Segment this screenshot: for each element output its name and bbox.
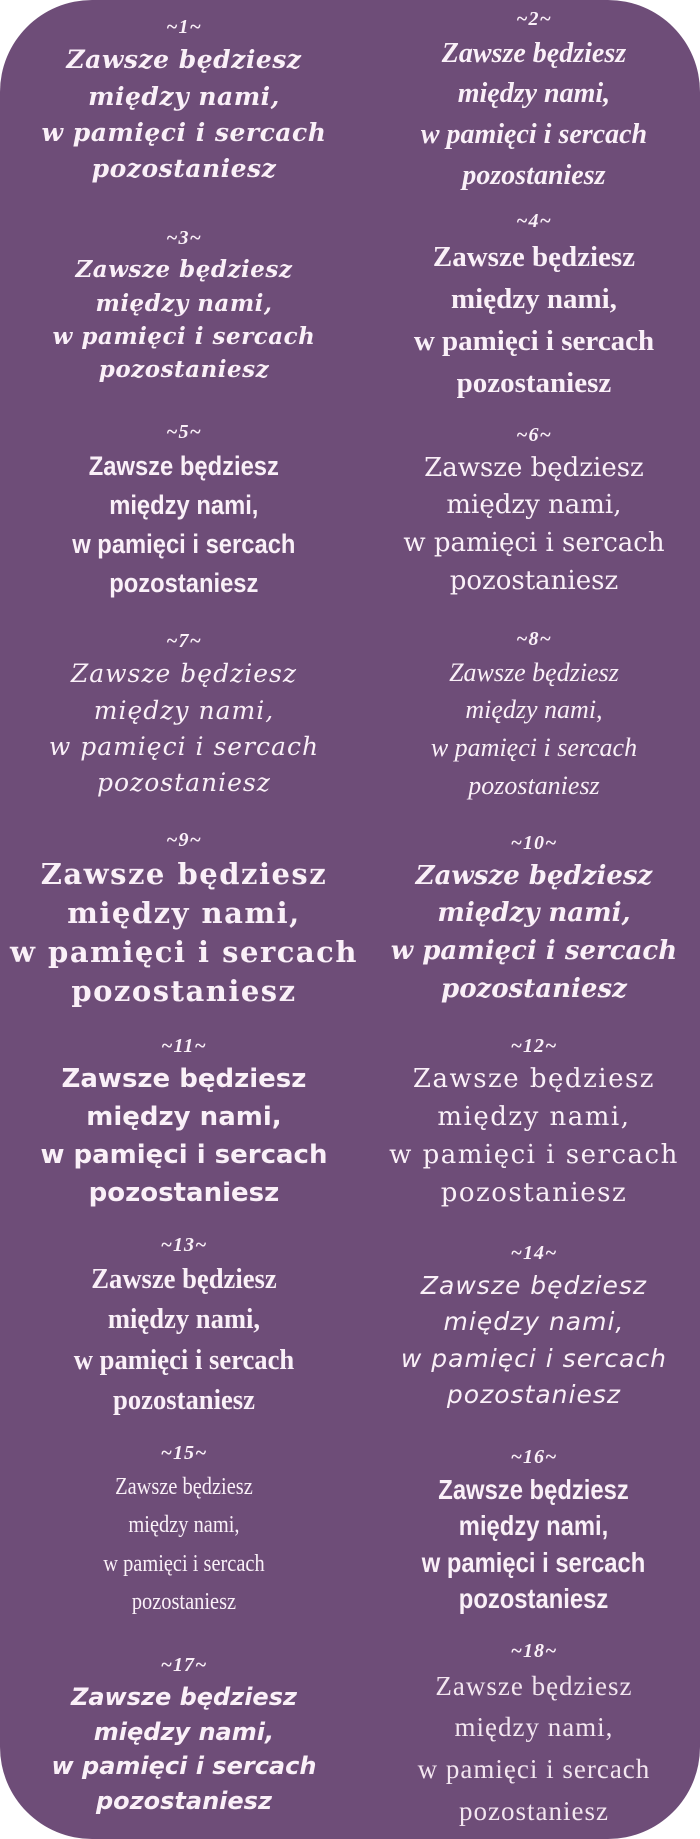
sample-number-4: ~4~ xyxy=(516,209,552,232)
verse-line: w pamięci i sercach xyxy=(422,1546,646,1578)
verse-line: w pamięci i sercach xyxy=(10,934,358,969)
verse-line: w pamięci i sercach xyxy=(103,1550,265,1577)
verse-line: pozostaniesz xyxy=(98,356,270,384)
verse-sample-8 xyxy=(368,614,700,818)
verse-line: pozostaniesz xyxy=(459,1583,609,1615)
verse-lines-16 xyxy=(422,1472,646,1618)
verse-line: między nami, xyxy=(437,898,631,929)
sample-number-18: ~18~ xyxy=(510,1639,558,1662)
verse-line: pozostaniesz xyxy=(468,770,600,800)
verse-sample-7 xyxy=(0,614,368,818)
verse-lines-9 xyxy=(10,855,358,1012)
verse-sample-2 xyxy=(368,0,700,204)
verse-lines-10 xyxy=(391,858,677,1009)
verse-sample-16 xyxy=(368,1430,700,1634)
verse-line: Zawsze będziesz xyxy=(424,452,644,483)
verse-line: Zawsze będziesz xyxy=(70,659,298,689)
sample-number-6: ~6~ xyxy=(516,423,552,446)
sample-number-13: ~13~ xyxy=(160,1233,208,1256)
verse-line: między nami, xyxy=(128,1512,240,1539)
verse-line: w pamięci i sercach xyxy=(430,732,638,762)
verse-line: w pamięci i sercach xyxy=(417,1754,651,1785)
verse-lines-3 xyxy=(53,253,316,386)
verse-line: w pamięci i sercach xyxy=(400,1343,668,1373)
verse-line: między nami, xyxy=(93,695,275,725)
verse-line: pozostaniesz xyxy=(113,1385,255,1417)
sample-number-16: ~16~ xyxy=(510,1445,558,1468)
verse-lines-11 xyxy=(40,1061,327,1212)
verse-sample-18 xyxy=(368,1634,700,1839)
verse-line: pozostaniesz xyxy=(131,1589,237,1616)
verse-line: w pamięci i sercach xyxy=(420,118,648,150)
verse-line: pozostaniesz xyxy=(462,159,606,191)
sample-number-10: ~10~ xyxy=(510,831,558,854)
sample-number-1: ~1~ xyxy=(166,16,202,39)
verse-sample-6 xyxy=(368,410,700,614)
verse-line: pozostaniesz xyxy=(449,565,619,596)
verse-lines-15 xyxy=(103,1468,264,1622)
verse-line: Zawsze będziesz xyxy=(61,1064,307,1095)
verse-line: w pamięci i sercach xyxy=(51,1752,317,1781)
verse-line: pozostaniesz xyxy=(91,154,277,184)
sample-number-3: ~3~ xyxy=(166,227,202,250)
verse-line: pozostaniesz xyxy=(96,768,271,798)
verse-line: pozostaniesz xyxy=(109,568,259,599)
verse-line: pozostaniesz xyxy=(456,367,612,400)
sample-number-12: ~12~ xyxy=(510,1035,558,1058)
verse-sample-14 xyxy=(368,1226,700,1430)
verse-line: między nami, xyxy=(437,1102,631,1133)
verse-line: pozostaniesz xyxy=(95,1787,272,1816)
verse-line: Zawsze będziesz xyxy=(66,45,302,75)
verse-line: między nami, xyxy=(454,1712,614,1743)
verse-line: między nami, xyxy=(459,1510,609,1542)
verse-line: pozostaniesz xyxy=(440,1177,628,1208)
verse-line: między nami, xyxy=(93,1717,275,1746)
verse-line: Zawsze będziesz xyxy=(40,856,328,891)
sample-number-2: ~2~ xyxy=(516,7,552,30)
verse-lines-6 xyxy=(403,450,664,601)
verse-line: Zawsze będziesz xyxy=(412,1064,656,1095)
sample-number-14: ~14~ xyxy=(510,1242,558,1265)
sample-number-9: ~9~ xyxy=(166,828,202,851)
sample-number-8: ~8~ xyxy=(516,627,552,650)
verse-line: pozostaniesz xyxy=(458,1796,609,1827)
verse-line: pozostaniesz xyxy=(88,1177,280,1208)
verse-line: Zawsze będziesz xyxy=(441,37,627,69)
verse-lines-2 xyxy=(421,34,647,196)
verse-line: między nami, xyxy=(457,78,611,110)
verse-lines-14 xyxy=(401,1268,667,1413)
verse-lines-13 xyxy=(74,1260,294,1422)
verse-line: Zawsze będziesz xyxy=(88,450,280,481)
sample-number-17: ~17~ xyxy=(160,1653,208,1676)
verse-line: między nami, xyxy=(107,1304,261,1336)
sample-number-5: ~5~ xyxy=(166,420,202,443)
verse-sample-17 xyxy=(0,1634,368,1839)
verse-line: Zawsze będziesz xyxy=(432,240,636,273)
verse-sample-10 xyxy=(368,818,700,1022)
verse-line: w pamięci i sercach xyxy=(390,935,678,966)
verse-line: między nami, xyxy=(450,282,617,315)
verse-lines-12 xyxy=(389,1061,679,1212)
verse-line: Zawsze będziesz xyxy=(449,657,619,687)
verse-line: między nami, xyxy=(88,81,280,111)
verse-line: Zawsze będziesz xyxy=(115,1473,253,1500)
verse-line: pozostaniesz xyxy=(441,973,627,1004)
verse-line: między nami, xyxy=(67,895,301,930)
verse-sample-9 xyxy=(0,818,368,1022)
verse-line: Zawsze będziesz xyxy=(91,1263,277,1295)
verse-sample-5 xyxy=(0,410,368,614)
verse-lines-17 xyxy=(51,1680,316,1819)
verse-sample-1 xyxy=(0,0,368,204)
verse-lines-7 xyxy=(49,656,319,801)
verse-lines-18 xyxy=(418,1666,651,1833)
verse-lines-8 xyxy=(431,654,637,805)
verse-line: w pamięci i sercach xyxy=(40,1139,328,1170)
verse-line: Zawsze będziesz xyxy=(438,1473,630,1505)
verse-line: Zawsze będziesz xyxy=(420,1271,647,1301)
verse-line: pozostaniesz xyxy=(71,974,297,1009)
verse-line: Zawsze będziesz xyxy=(415,860,653,891)
verse-sample-12 xyxy=(368,1022,700,1226)
sample-number-15: ~15~ xyxy=(160,1441,208,1464)
verse-line: między nami, xyxy=(86,1102,282,1133)
verse-sample-15 xyxy=(0,1430,368,1634)
verse-line: Zawsze będziesz xyxy=(435,1670,633,1701)
verse-sample-3 xyxy=(0,204,368,410)
sample-number-11: ~11~ xyxy=(161,1035,207,1058)
verse-line: w pamięci i sercach xyxy=(403,528,665,559)
verse-line: między nami, xyxy=(443,1307,625,1337)
verse-sample-4 xyxy=(368,204,700,410)
verse-line: między nami, xyxy=(95,289,273,317)
verse-line: Zawsze będziesz xyxy=(70,1682,297,1711)
verse-line: między nami, xyxy=(446,490,622,521)
verse-line: Zawsze będziesz xyxy=(75,256,293,284)
verse-sample-11 xyxy=(0,1022,368,1226)
sample-number-7: ~7~ xyxy=(166,630,202,653)
verse-line: między nami, xyxy=(109,489,259,520)
verse-sample-13 xyxy=(0,1226,368,1430)
verse-line: w pamięci i sercach xyxy=(41,117,327,147)
verse-lines-5 xyxy=(72,447,295,604)
verse-lines-1 xyxy=(42,42,327,187)
verse-line: w pamięci i sercach xyxy=(52,323,316,350)
verse-line: w pamięci i sercach xyxy=(389,1139,679,1170)
verse-line: w pamięci i sercach xyxy=(413,325,655,357)
verse-line: między nami, xyxy=(465,695,603,725)
verse-line: w pamięci i sercach xyxy=(48,731,320,761)
verse-line: w pamięci i sercach xyxy=(72,529,296,560)
verse-line: w pamięci i sercach xyxy=(73,1344,295,1376)
verse-lines-4 xyxy=(414,236,654,404)
verse-line: pozostaniesz xyxy=(446,1379,621,1409)
